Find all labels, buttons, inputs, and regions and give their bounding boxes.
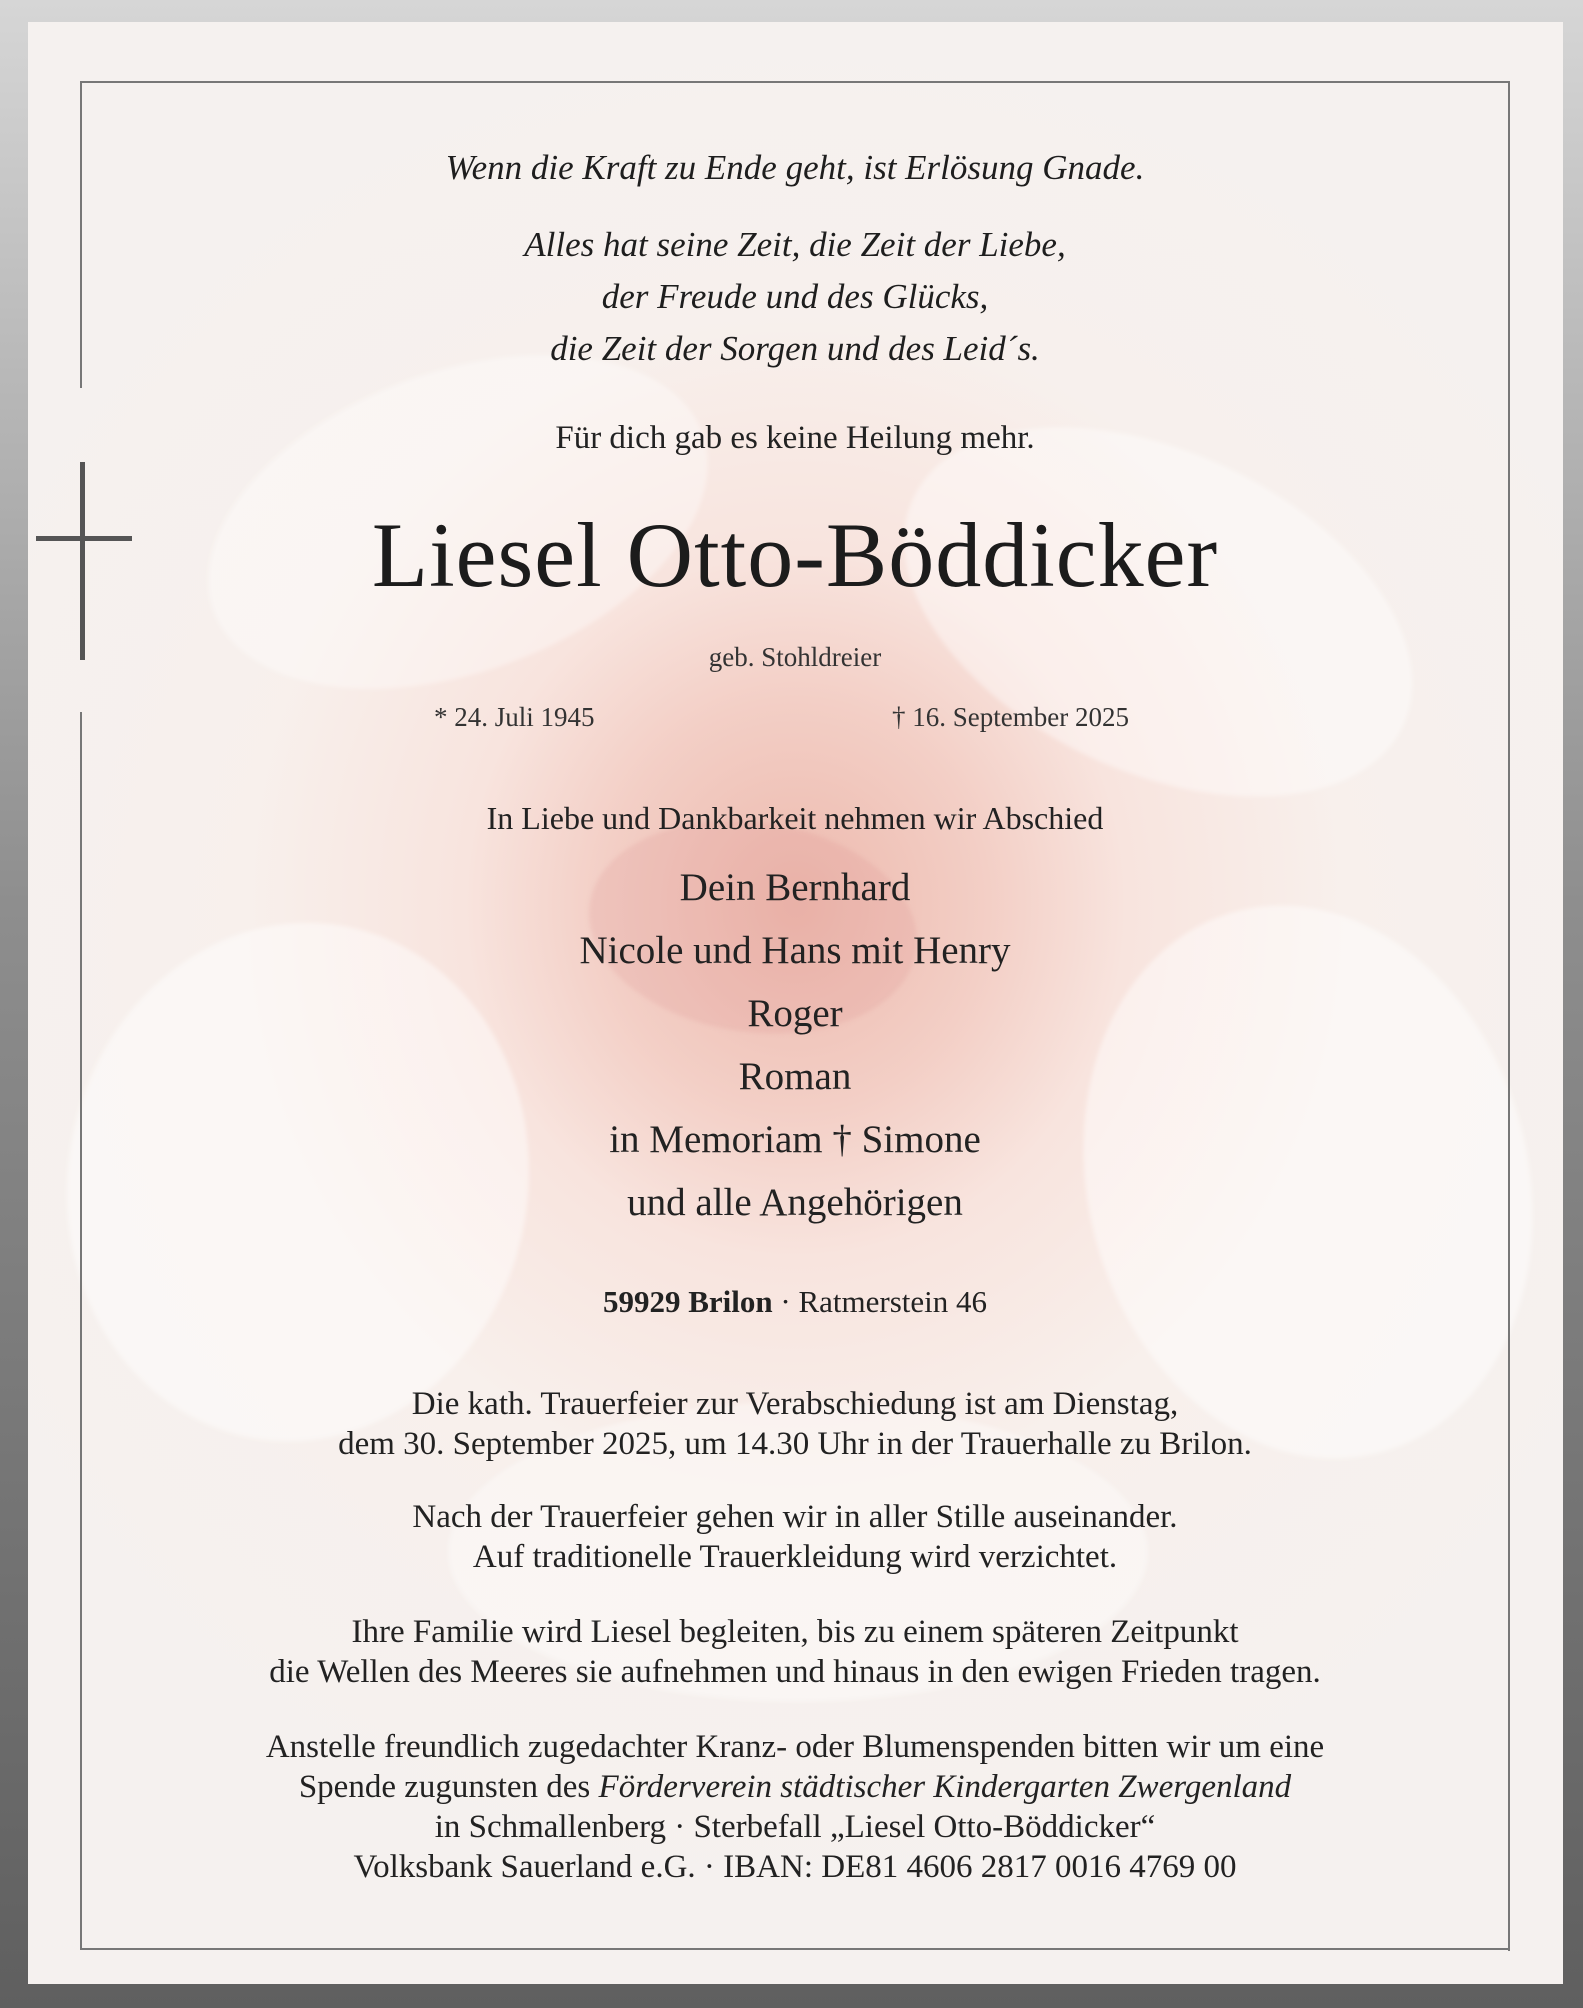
- death-date: † 16. September 2025: [892, 702, 1129, 732]
- epitaph-stanza-line: Alles hat seine Zeit, die Zeit der Liebe,: [524, 225, 1066, 264]
- mourner-name: Roger: [747, 992, 843, 1035]
- address-city: 59929 Brilon: [602, 1284, 773, 1319]
- mourner-name: Dein Bernhard: [679, 866, 911, 909]
- frame-border-bottom: [80, 1948, 1510, 1950]
- epitaph-stanza-line: der Freude und des Glücks,: [601, 277, 989, 316]
- sea-burial-line: Ihre Familie wird Liesel begleiten, bis zu einem späteren Zeitpunkt: [351, 1614, 1239, 1650]
- address-separator: ·: [772, 1284, 799, 1319]
- mourner-name: in Memoriam † Simone: [609, 1118, 981, 1161]
- after-ceremony-line: Nach der Trauerfeier gehen wir in aller Stille auseinander.: [412, 1499, 1178, 1535]
- farewell-text: In Liebe und Dankbarkeit nehmen wir Abschied: [486, 800, 1104, 836]
- donation-prefix: Spende zugunsten des: [298, 1769, 599, 1805]
- donation-line: in Schmallenberg · Sterbefall „Liesel Otto-Böddicker“: [434, 1809, 1156, 1845]
- deceased-name: Liesel Otto-Böddicker: [371, 504, 1219, 606]
- after-ceremony-line: Auf traditionelle Trauerkleidung wird verzichtet.: [472, 1539, 1118, 1575]
- birth-date: * 24. Juli 1945: [434, 702, 595, 732]
- donation-organization: Förderverein städtischer Kindergarten Zwergenland: [598, 1769, 1292, 1805]
- life-dates: [82, 702, 1508, 742]
- mourner-name: Nicole und Hans mit Henry: [579, 929, 1011, 972]
- donation-line: [82, 1767, 1508, 1807]
- address-street: Ratmerstein 46: [798, 1284, 988, 1319]
- frame-border-top: [80, 81, 1510, 83]
- maiden-name: geb. Stohldreier: [708, 642, 882, 672]
- frame-border-right: [1508, 81, 1510, 1951]
- mourner-name: und alle Angehörigen: [627, 1181, 963, 1224]
- sea-burial-line: die Wellen des Meeres sie aufnehmen und hinaus in den ewigen Frieden tragen.: [269, 1654, 1321, 1690]
- address: [82, 1284, 1508, 1320]
- donation-bank-details: Volksbank Sauerland e.G. · IBAN: DE81 4606 2817 0016 4769 00: [353, 1849, 1237, 1885]
- intro-text: Für dich gab es keine Heilung mehr.: [555, 420, 1035, 456]
- funeral-info-line: dem 30. September 2025, um 14.30 Uhr in der Trauerhalle zu Brilon.: [338, 1426, 1252, 1462]
- funeral-info-line: Die kath. Trauerfeier zur Verabschiedung ist am Dienstag,: [411, 1386, 1179, 1422]
- obituary-card: [28, 22, 1563, 1984]
- epitaph-stanza-line: die Zeit der Sorgen und des Leid´s.: [550, 329, 1040, 368]
- mourner-name: Roman: [738, 1055, 852, 1098]
- epitaph-line: Wenn die Kraft zu Ende geht, ist Erlösung Gnade.: [445, 148, 1145, 187]
- donation-line: Anstelle freundlich zugedachter Kranz- oder Blumenspenden bitten wir um eine: [265, 1729, 1325, 1765]
